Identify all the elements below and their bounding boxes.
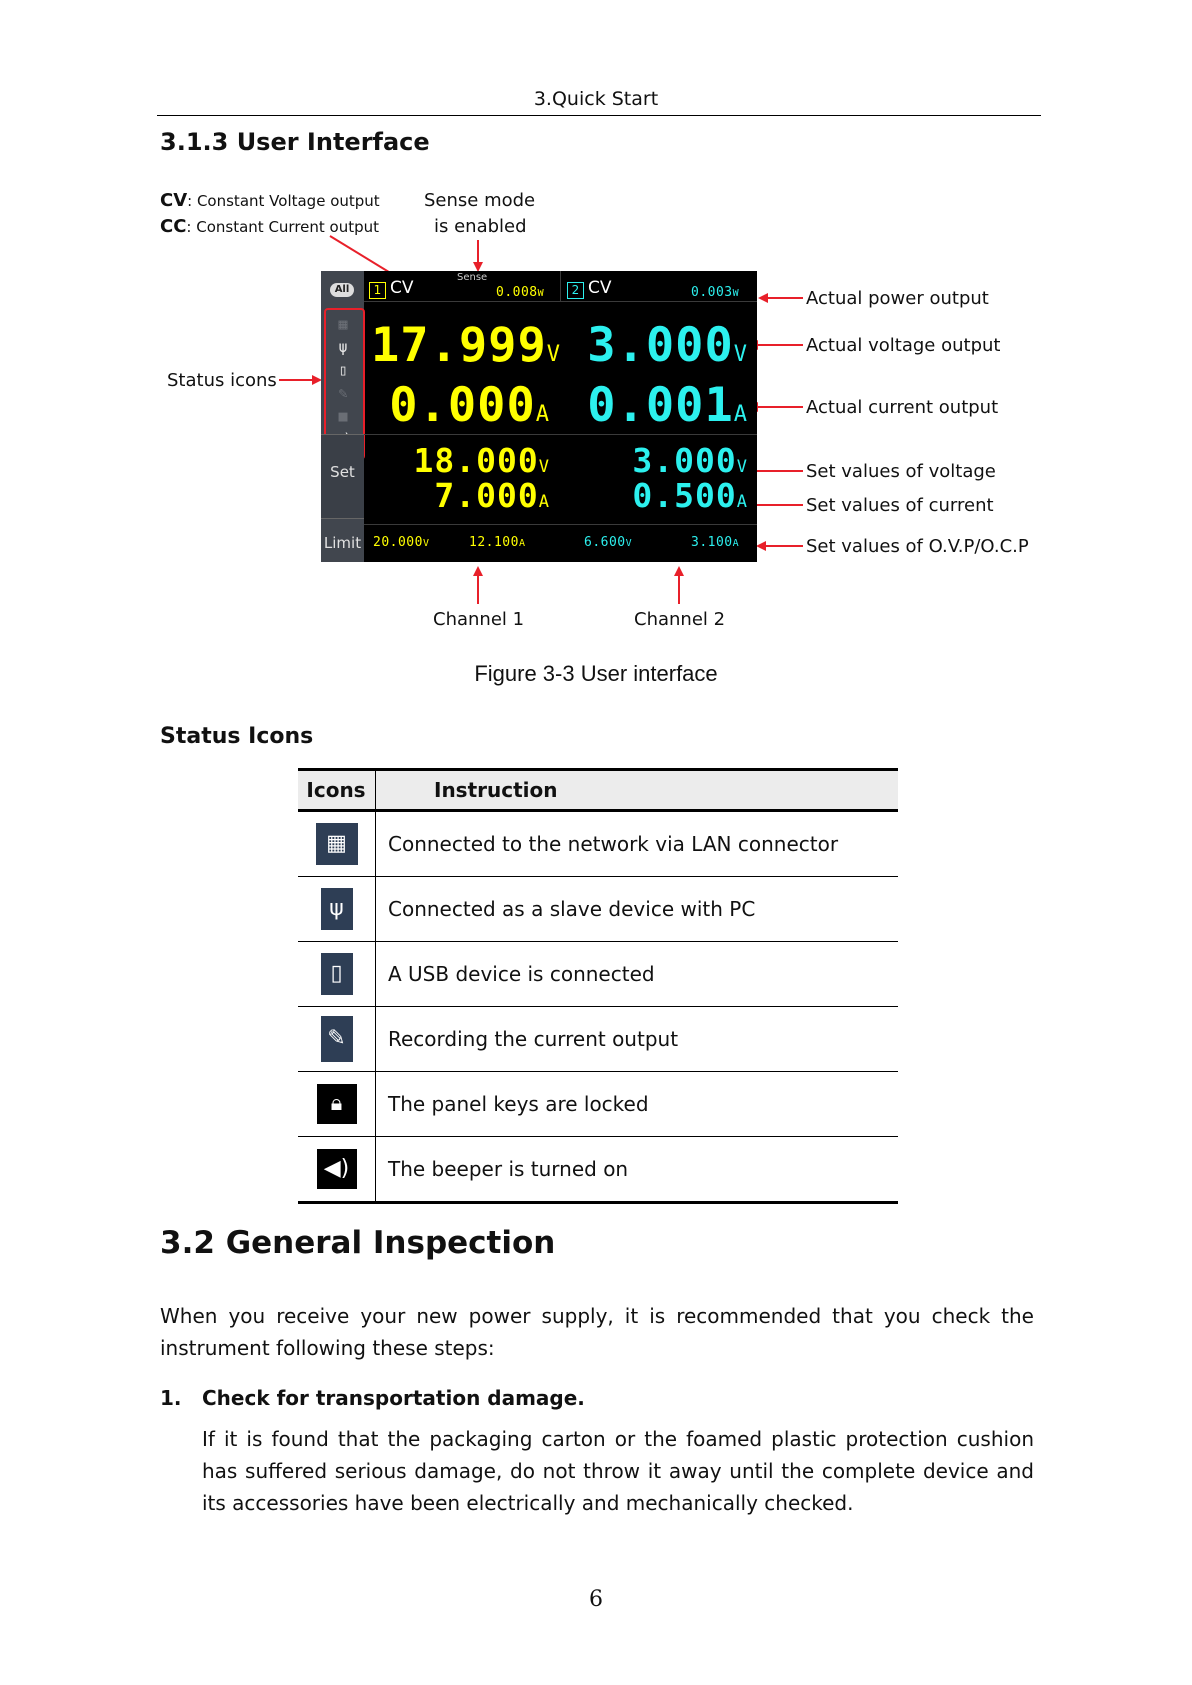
set-label: Set — [330, 463, 355, 481]
ch1-number-badge: 1 — [369, 282, 386, 299]
usb-device-icon: ▯ — [338, 361, 348, 379]
step1-number: 1. — [160, 1386, 182, 1410]
usb-slave-icon: ψ — [338, 338, 348, 356]
ch1-ovp-unit: V — [422, 538, 430, 549]
ch1-ocp — [469, 535, 526, 550]
ch1-ocp-value: 12.100 — [469, 535, 519, 550]
ch2-set-current-unit: A — [736, 492, 747, 512]
ch2-actual-current — [561, 378, 747, 440]
actual-current-label: Actual current output — [806, 397, 999, 418]
usb-slave-icon: ψ — [321, 888, 353, 930]
record-icon: ✎ — [338, 384, 348, 402]
ch1-set-current-value: 7.000 — [434, 476, 539, 515]
ch2-power-unit: W — [732, 288, 740, 299]
ch2-set-voltage-value: 3.000 — [632, 441, 737, 480]
sidebar-set — [321, 434, 364, 519]
cv-desc: : Constant Voltage output — [187, 192, 380, 210]
table-cell-instruction: Connected to the network via LAN connector — [376, 811, 899, 877]
ch1-mode: CV — [390, 278, 414, 298]
ch1-ovp — [373, 535, 430, 550]
table-row — [298, 1137, 898, 1203]
table-header-row — [298, 770, 898, 811]
ch1-voltage-value: 17.999 — [371, 318, 547, 373]
cc-desc: : Constant Current output — [186, 218, 380, 236]
cv-abbr: CV — [160, 190, 188, 211]
ch2-power-value: 0.003 — [691, 285, 733, 300]
lan-icon: ▦ — [338, 315, 348, 333]
sense-note-line2: is enabled — [434, 216, 527, 237]
all-badge: All — [330, 283, 354, 297]
header-divider — [364, 301, 757, 302]
ch1-set-voltage-unit: V — [538, 457, 549, 477]
actual-power-label: Actual power output — [806, 288, 989, 309]
ch1-current-unit: A — [535, 402, 549, 427]
ch2-set-current-value: 0.500 — [632, 476, 737, 515]
ch1-power-value: 0.008 — [496, 285, 538, 300]
ch1-voltage-unit: V — [546, 342, 561, 367]
sidebar-limit — [321, 524, 364, 562]
status-icons-table — [298, 768, 898, 1204]
ch1-power — [496, 285, 544, 300]
table-cell-instruction: The panel keys are locked — [376, 1072, 899, 1137]
ch1-actual-current — [371, 378, 549, 440]
ch2-ovp-unit: V — [625, 538, 633, 549]
ch2-ovp — [584, 535, 632, 550]
ch2-set-voltage-unit: V — [736, 457, 747, 477]
ch2-current-value: 0.001 — [587, 378, 734, 433]
table-row — [298, 877, 898, 942]
channel1-label: Channel 1 — [433, 609, 525, 630]
ch2-number-badge: 2 — [567, 282, 584, 299]
step1-title: Check for transportation damage. — [202, 1386, 585, 1410]
limit-label: Limit — [323, 534, 362, 552]
section-heading-user-interface: 3.1.3 User Interface — [160, 128, 430, 156]
ch2-actual-voltage — [561, 318, 747, 380]
beeper-icon: ◀) — [317, 1149, 357, 1189]
ch1-current-value: 0.000 — [389, 378, 536, 433]
set-ovp-ocp-label: Set values of O.V.P/O.C.P — [806, 536, 1029, 557]
table-row — [298, 942, 898, 1007]
table-cell-instruction: Recording the current output — [376, 1007, 899, 1072]
limit-divider — [364, 524, 757, 525]
lock-icon: 🔒︎ — [317, 1084, 357, 1124]
ch2-ocp-unit: A — [732, 538, 740, 549]
set-voltage-label: Set values of voltage — [806, 461, 996, 482]
set-current-label: Set values of current — [806, 495, 994, 516]
section-heading-general-inspection: 3.2 General Inspection — [160, 1225, 556, 1261]
ch2-ocp-value: 3.100 — [691, 535, 733, 550]
lock-icon: ■ — [338, 407, 348, 425]
sense-indicator: Sense — [457, 272, 488, 283]
ch1-set-current-unit: A — [538, 492, 549, 512]
inspection-intro: When you receive your new power supply, it is recommended that you check the instrument following these steps: — [160, 1304, 1034, 1360]
ch1-ocp-unit: A — [518, 538, 526, 549]
device-screen — [321, 271, 757, 562]
page-number: 6 — [589, 1587, 603, 1612]
table-cell-instruction: Connected as a slave device with PC — [376, 877, 899, 942]
ch2-voltage-value: 3.000 — [587, 318, 734, 373]
table-cell-instruction: A USB device is connected — [376, 942, 899, 1007]
table-row — [298, 1072, 898, 1137]
col-instruction-header: Instruction — [376, 770, 899, 811]
table-row — [298, 811, 898, 877]
ch2-power — [691, 285, 739, 300]
ch2-voltage-unit: V — [733, 342, 747, 367]
actual-voltage-label: Actual voltage output — [806, 335, 1001, 356]
ch1-actual-voltage — [371, 318, 561, 380]
ch2-current-unit: A — [733, 402, 747, 427]
col-icons-header: Icons — [298, 770, 376, 811]
step1-body: If it is found that the packaging carton or the foamed plastic protection cushion has suffered serious damage, do not throw it away until the complete device and its accessories have been electrically and mechanically checked. — [202, 1427, 1034, 1515]
table-cell-instruction: The beeper is turned on — [376, 1137, 899, 1203]
ch2-mode: CV — [588, 278, 612, 298]
channel-divider — [560, 271, 561, 301]
ch1-ovp-value: 20.000 — [373, 535, 423, 550]
ch2-set-current — [561, 478, 747, 520]
ch2-ovp-value: 6.600 — [584, 535, 626, 550]
record-icon: ✎ — [321, 1016, 353, 1062]
figure-caption: Figure 3-3 User interface — [474, 661, 718, 686]
running-header: 3.Quick Start — [533, 88, 659, 110]
lan-icon: ▦ — [316, 823, 358, 865]
ch1-set-voltage-value: 18.000 — [413, 441, 539, 480]
status-icons-label: Status icons — [167, 370, 277, 391]
ch1-set-current — [371, 478, 549, 520]
channel2-label: Channel 2 — [634, 609, 726, 630]
ch1-power-unit: W — [537, 288, 545, 299]
ch2-ocp — [691, 535, 739, 550]
cc-abbr: CC — [160, 216, 187, 237]
status-icons-heading: Status Icons — [160, 724, 314, 749]
table-row — [298, 1007, 898, 1072]
usb-device-icon: ▯ — [321, 953, 353, 995]
sense-note-line1: Sense mode — [424, 190, 536, 211]
